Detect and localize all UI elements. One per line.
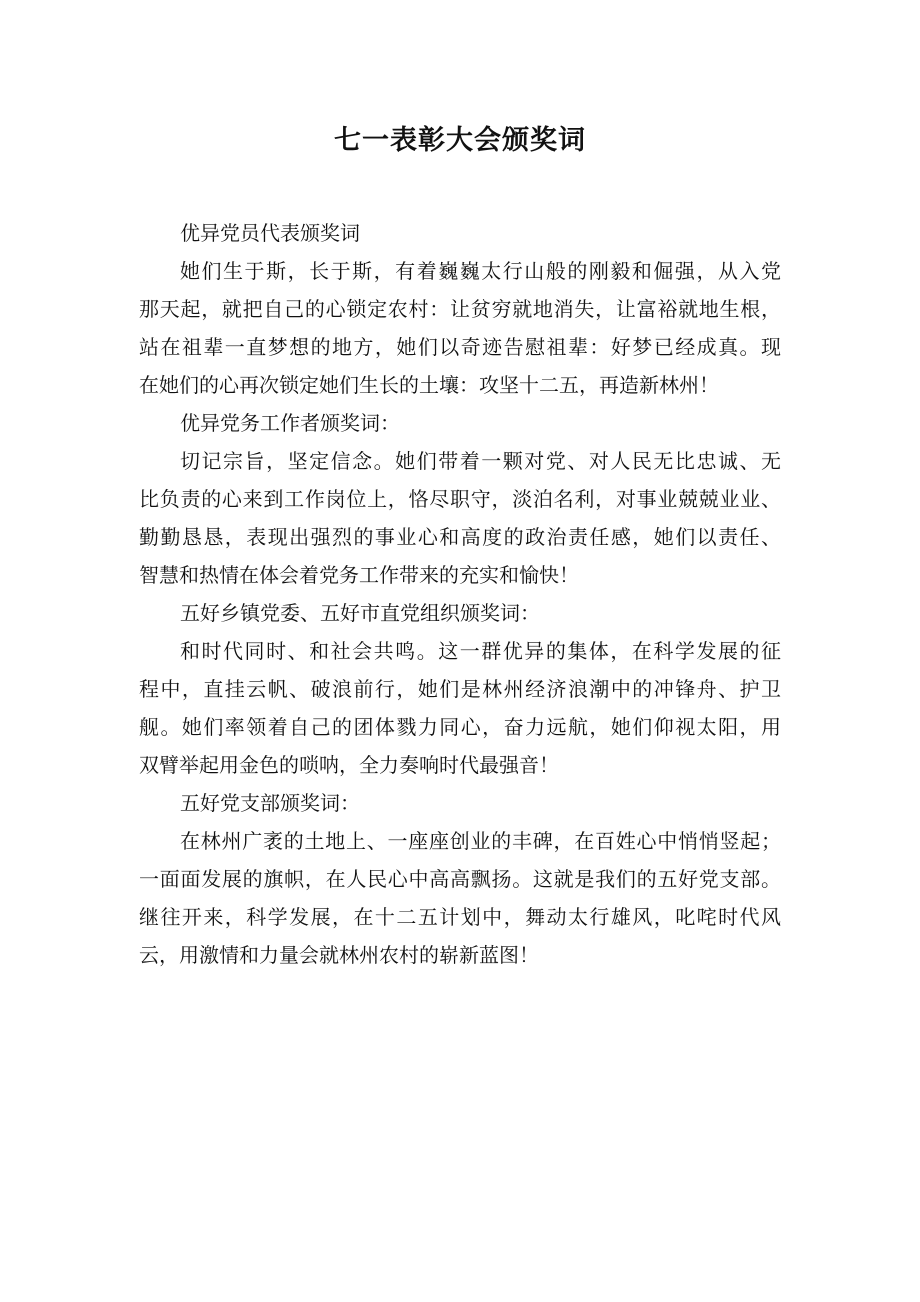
paragraph-line: 双臂举起用金色的唢呐，全力奏响时代最强音！	[139, 753, 559, 777]
section-heading: 优异党务工作者颁奖词：	[180, 411, 400, 435]
section-heading: 五好乡镇党委、五好市直党组织颁奖词：	[180, 601, 540, 625]
section-party-workers	[139, 404, 781, 594]
paragraph-line: 一面面发展的旗帜，在人民心中高高飘扬。这就是我们的五好党支部。	[139, 867, 781, 891]
paragraph-line: 继往开来，科学发展，在十二五计划中，舞动太行雄风，叱咤时代风	[139, 905, 781, 929]
paragraph-line: 智慧和热情在体会着党务工作带来的充实和愉快！	[139, 563, 579, 587]
paragraph-line: 切记宗旨，坚定信念。她们带着一颗对党、对人民无比忠诚、无	[180, 449, 781, 473]
section-party-branches	[139, 784, 781, 974]
paragraph-line: 站在祖辈一直梦想的地方，她们以奇迹告慰祖辈：好梦已经成真。现	[139, 335, 781, 359]
document-title: 七一表彰大会颁奖词	[334, 125, 586, 156]
paragraph-line: 比负责的心来到工作岗位上，恪尽职守，淡泊名利，对事业兢兢业业、	[139, 487, 781, 511]
section-outstanding-members	[139, 214, 781, 404]
paragraph-line: 那天起，就把自己的心锁定农村：让贫穷就地消失，让富裕就地生根，	[139, 297, 781, 321]
section-heading: 优异党员代表颁奖词	[180, 221, 360, 245]
paragraph-line: 和时代同时、和社会共鸣。这一群优异的集体，在科学发展的征	[180, 639, 781, 663]
paragraph-line: 程中，直挂云帆、破浪前行，她们是林州经济浪潮中的冲锋舟、护卫	[139, 677, 781, 701]
paragraph-line: 云，用激情和力量会就林州农村的崭新蓝图！	[139, 943, 539, 967]
paragraph-line: 舰。她们率领着自己的团体戮力同心，奋力远航，她们仰视太阳，用	[139, 715, 781, 739]
section-heading: 五好党支部颁奖词：	[180, 791, 360, 815]
document-body	[139, 214, 781, 974]
paragraph-line: 在她们的心再次锁定她们生长的土壤：攻坚十二五，再造新林州！	[139, 373, 719, 397]
paragraph-line: 她们生于斯，长于斯，有着巍巍太行山般的刚毅和倔强，从入党	[180, 259, 781, 283]
paragraph-line: 勤勤恳恳，表现出强烈的事业心和高度的政治责任感，她们以责任、	[139, 525, 781, 549]
section-party-committees	[139, 594, 781, 784]
paragraph-line: 在林州广袤的土地上、一座座创业的丰碑，在百姓心中悄悄竖起；	[180, 829, 781, 853]
